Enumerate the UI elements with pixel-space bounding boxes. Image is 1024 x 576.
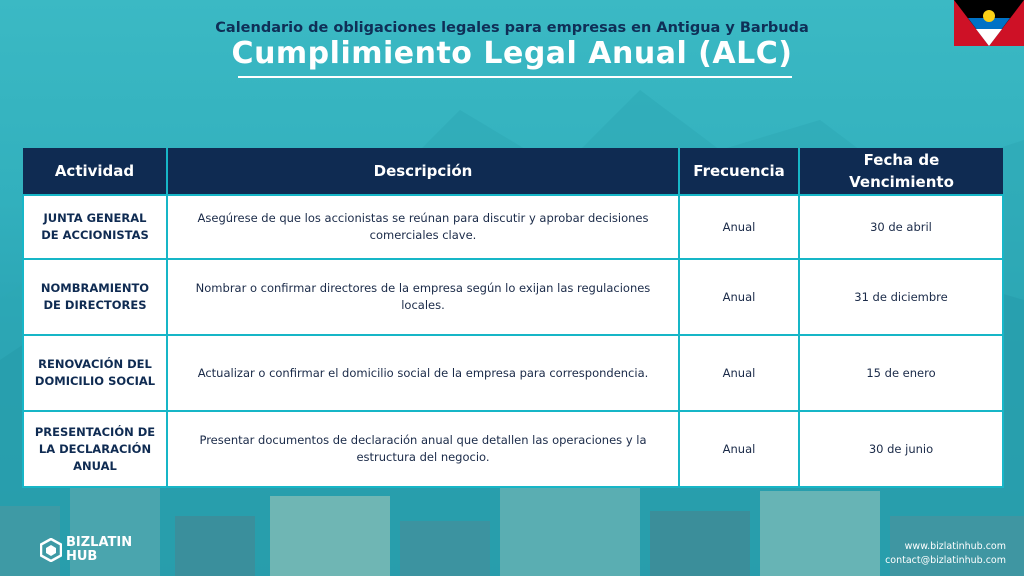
frequency-cell: Anual: [679, 411, 799, 487]
hexagon-logo-icon: [40, 538, 62, 562]
frequency-cell: Anual: [679, 335, 799, 411]
table-row: [23, 335, 1003, 411]
bizlatinhub-logo: [40, 536, 132, 564]
due-date-cell: 30 de abril: [799, 195, 1003, 259]
activity-cell: RENOVACIÓN DEL DOMICILIO SOCIAL: [23, 335, 167, 411]
table-header-row: [23, 148, 1003, 195]
title-underline: [238, 76, 792, 78]
table-row: [23, 195, 1003, 259]
activity-cell: NOMBRAMIENTO DE DIRECTORES: [23, 259, 167, 335]
due-date-cell: 31 de diciembre: [799, 259, 1003, 335]
table-row: [23, 411, 1003, 487]
email-link[interactable]: contact@bizlatinhub.com: [885, 555, 1006, 566]
header-due-date: Fecha de Vencimiento: [799, 148, 1003, 195]
description-cell: Presentar documentos de declaración anual que detallen las operaciones y la estructura del negocio.: [167, 411, 679, 487]
frequency-cell: Anual: [679, 195, 799, 259]
page-subtitle: Calendario de obligaciones legales para empresas en Antigua y Barbuda: [215, 20, 809, 36]
activity-cell: PRESENTACIÓN DE LA DECLARACIÓN ANUAL: [23, 411, 167, 487]
activity-cell: JUNTA GENERAL DE ACCIONISTAS: [23, 195, 167, 259]
contact-info: [885, 540, 1006, 568]
header-activity: Actividad: [23, 148, 167, 195]
description-cell: Asegúrese de que los accionistas se reúnan para discutir y aprobar decisiones comerciales clave.: [167, 195, 679, 259]
due-date-cell: 30 de junio: [799, 411, 1003, 487]
description-cell: Nombrar o confirmar directores de la empresa según lo exijan las regulaciones locales.: [167, 259, 679, 335]
logo-text-line1: BIZLATIN: [66, 535, 133, 550]
compliance-table: [22, 148, 1004, 488]
logo-text-line2: HUB: [66, 549, 98, 564]
frequency-cell: Anual: [679, 259, 799, 335]
antigua-barbuda-flag-icon: [954, 0, 1024, 46]
table-row: [23, 259, 1003, 335]
description-cell: Actualizar o confirmar el domicilio social de la empresa para correspondencia.: [167, 335, 679, 411]
header-frequency: Frecuencia: [679, 148, 799, 195]
header-description: Descripción: [167, 148, 679, 195]
due-date-cell: 15 de enero: [799, 335, 1003, 411]
page-title: Cumplimiento Legal Anual (ALC): [231, 36, 793, 71]
website-link[interactable]: www.bizlatinhub.com: [904, 541, 1006, 552]
